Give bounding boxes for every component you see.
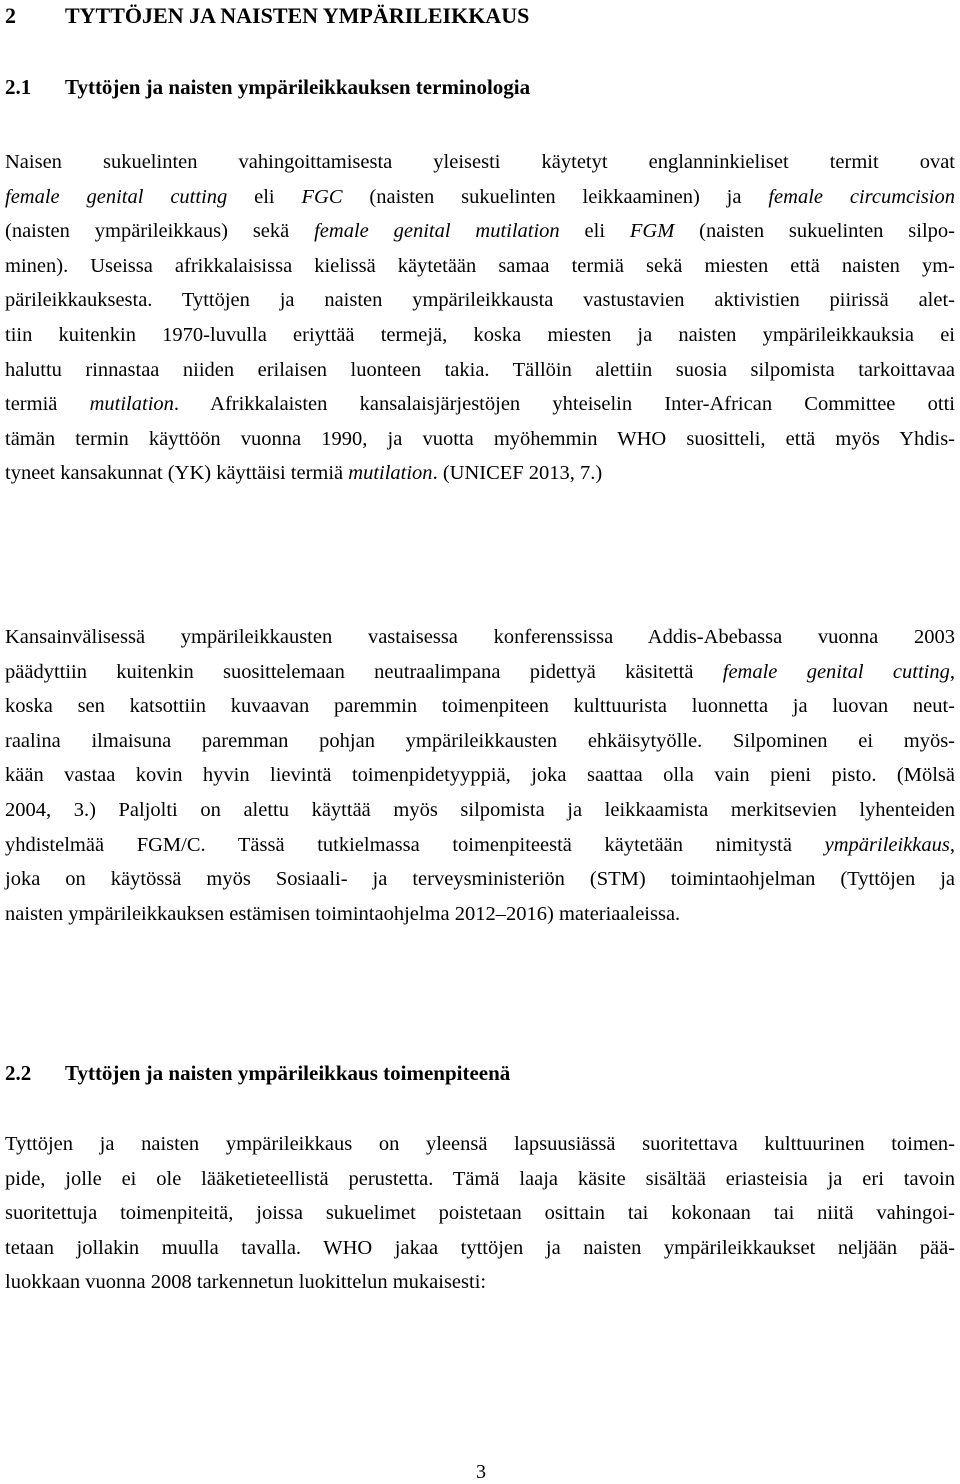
section-number: 2.1 <box>5 75 32 99</box>
italic-term: mutilation <box>89 393 174 416</box>
paragraph-procedure <box>5 1127 955 1300</box>
text-run: Tyttöjen ja naisten ympärileikkaus on yleensä lapsuusiässä suoritettava kulttuurinen toimen- <box>5 1133 955 1155</box>
page-number: 3 <box>476 1461 486 1483</box>
text-run: yhdistelmää FGM/C. Tässä tutkielmassa toimenpiteestä käytetään nimitystä <box>5 833 825 856</box>
text-line <box>5 180 955 215</box>
italic-term: female genital cutting <box>722 660 950 683</box>
text-line <box>5 145 955 180</box>
text-run: koska sen katsottiin kuvaavan paremmin toimenpiteen kulttuurista luonnetta ja luovan neut- <box>5 695 955 718</box>
text-run: termiä <box>5 393 90 416</box>
text-run: , <box>949 833 955 856</box>
text-line <box>5 1265 955 1300</box>
section-number: 2.2 <box>5 1061 32 1085</box>
text-run: tiin kuitenkin 1970-luvulla eriyttää termejä, koska miesten ja naisten ympärileikkauksia ei <box>5 323 955 346</box>
italic-term: female genital cutting <box>5 185 228 208</box>
text-run: eli <box>559 220 630 243</box>
text-run: tyneet kansakunnat (YK) käyttäisi termiä <box>5 462 349 485</box>
text-run: . (UNICEF 2013, 7.) <box>432 462 603 485</box>
text-run: pide, jolle ei ole lääketieteellistä perustetta. Tämä laaja käsite sisältää eriasteisia ja eri tavoin <box>5 1167 955 1190</box>
text-line <box>5 318 955 353</box>
text-run: (naisten sukuelinten silpo- <box>674 220 955 243</box>
text-run: (naisten sukuelinten leikkaaminen) ja <box>342 185 769 208</box>
text-line <box>5 1196 955 1231</box>
italic-term: female circumcision <box>768 185 955 208</box>
text-run: tetaan jollakin muulla tavalla. WHO jakaa tyttöjen ja naisten ympärileikkaukset neljään pää- <box>5 1236 955 1259</box>
text-run: raalina ilmaisuna paremman pohjan ympärileikkausten ehkäisytyölle. Silpominen ei myös- <box>5 729 955 752</box>
text-run: 2004, 3.) Paljolti on alettu käyttää myös silpomista ja leikkaamista merkitsevien lyhenteiden <box>5 798 955 821</box>
text-run: kään vastaa kovin hyvin lievintä toimenpidetyyppiä, joka saattaa olla vain pieni pisto. (Mölsä <box>5 764 955 787</box>
text-run: luokkaan vuonna 2008 tarkennetun luokittelun mukaisesti: <box>5 1271 487 1294</box>
text-line <box>5 655 955 690</box>
text-line <box>5 862 955 897</box>
text-line <box>5 897 955 932</box>
paragraph-addis-abeba <box>5 620 955 931</box>
text-run: (naisten ympärileikkaus) sekä <box>5 220 315 243</box>
text-line <box>5 620 955 655</box>
text-line <box>5 283 955 318</box>
section-heading-2-2 <box>5 1059 510 1087</box>
text-line <box>5 456 955 491</box>
chapter-number: 2 <box>5 3 16 28</box>
text-line <box>5 1162 955 1197</box>
text-line <box>5 1127 955 1162</box>
text-run: Kansainvälisessä ympärileikkausten vastaisessa konferenssissa Addis-Abebassa vuonna 2003 <box>5 626 955 648</box>
chapter-heading <box>5 2 529 30</box>
text-line <box>5 422 955 457</box>
italic-term: ympärileikkaus <box>824 833 950 856</box>
text-run: . Afrikkalaisten kansalaisjärjestöjen yhteiselin Inter-African Committee otti <box>173 393 955 416</box>
text-run: , <box>949 660 955 683</box>
text-line <box>5 1231 955 1266</box>
text-run: suoritettuja toimenpiteitä, joissa sukuelimet poistetaan osittain tai kokonaan tai niitä vahingoi- <box>5 1202 955 1225</box>
text-line <box>5 689 955 724</box>
text-line <box>5 249 955 284</box>
text-run: tämän termin käyttöön vuonna 1990, ja vuotta myöhemmin WHO suositteli, että myös Yhdis- <box>5 427 955 450</box>
section-heading-2-1 <box>5 73 530 101</box>
text-run: Naisen sukuelinten vahingoittamisesta yleisesti käytetyt englanninkieliset termit ovat <box>5 151 955 173</box>
text-run: naisten ympärileikkauksen estämisen toimintaohjelma 2012–2016) materiaaleissa. <box>5 902 681 925</box>
italic-term: FGC <box>301 185 343 208</box>
text-line <box>5 387 955 422</box>
section-title: Tyttöjen ja naisten ympärileikkaus toimenpiteenä <box>65 1061 511 1085</box>
italic-term: mutilation <box>348 462 433 485</box>
text-run: pärileikkauksesta. Tyttöjen ja naisten ympärileikkausta vastustavien aktivistien piirissä alet- <box>5 289 955 312</box>
text-run: päädyttiin kuitenkin suosittelemaan neutraalimpana pidettyä käsitettä <box>5 660 723 683</box>
text-line <box>5 793 955 828</box>
text-run: eli <box>227 185 302 208</box>
text-run: haluttu rinnastaa niiden erilaisen luonteen takia. Tällöin alettiin suosia silpomista tarkoittavaa <box>5 358 955 381</box>
paragraph-terminology <box>5 145 955 491</box>
text-line <box>5 214 955 249</box>
text-run: minen). Useissa afrikkalaisissa kielissä käytetään samaa termiä sekä miesten että naisten ym- <box>5 254 955 277</box>
text-line <box>5 828 955 863</box>
section-title: Tyttöjen ja naisten ympärileikkauksen terminologia <box>65 75 531 99</box>
text-line <box>5 724 955 759</box>
text-run: joka on käytössä myös Sosiaali- ja terveysministeriön (STM) toimintaohjelman (Tyttöjen ja <box>5 868 955 891</box>
italic-term: FGM <box>629 220 675 243</box>
chapter-title: TYTTÖJEN JA NAISTEN YMPÄRILEIKKAUS <box>65 3 530 28</box>
italic-term: female genital mutilation <box>314 220 560 243</box>
text-line <box>5 758 955 793</box>
text-line <box>5 353 955 388</box>
